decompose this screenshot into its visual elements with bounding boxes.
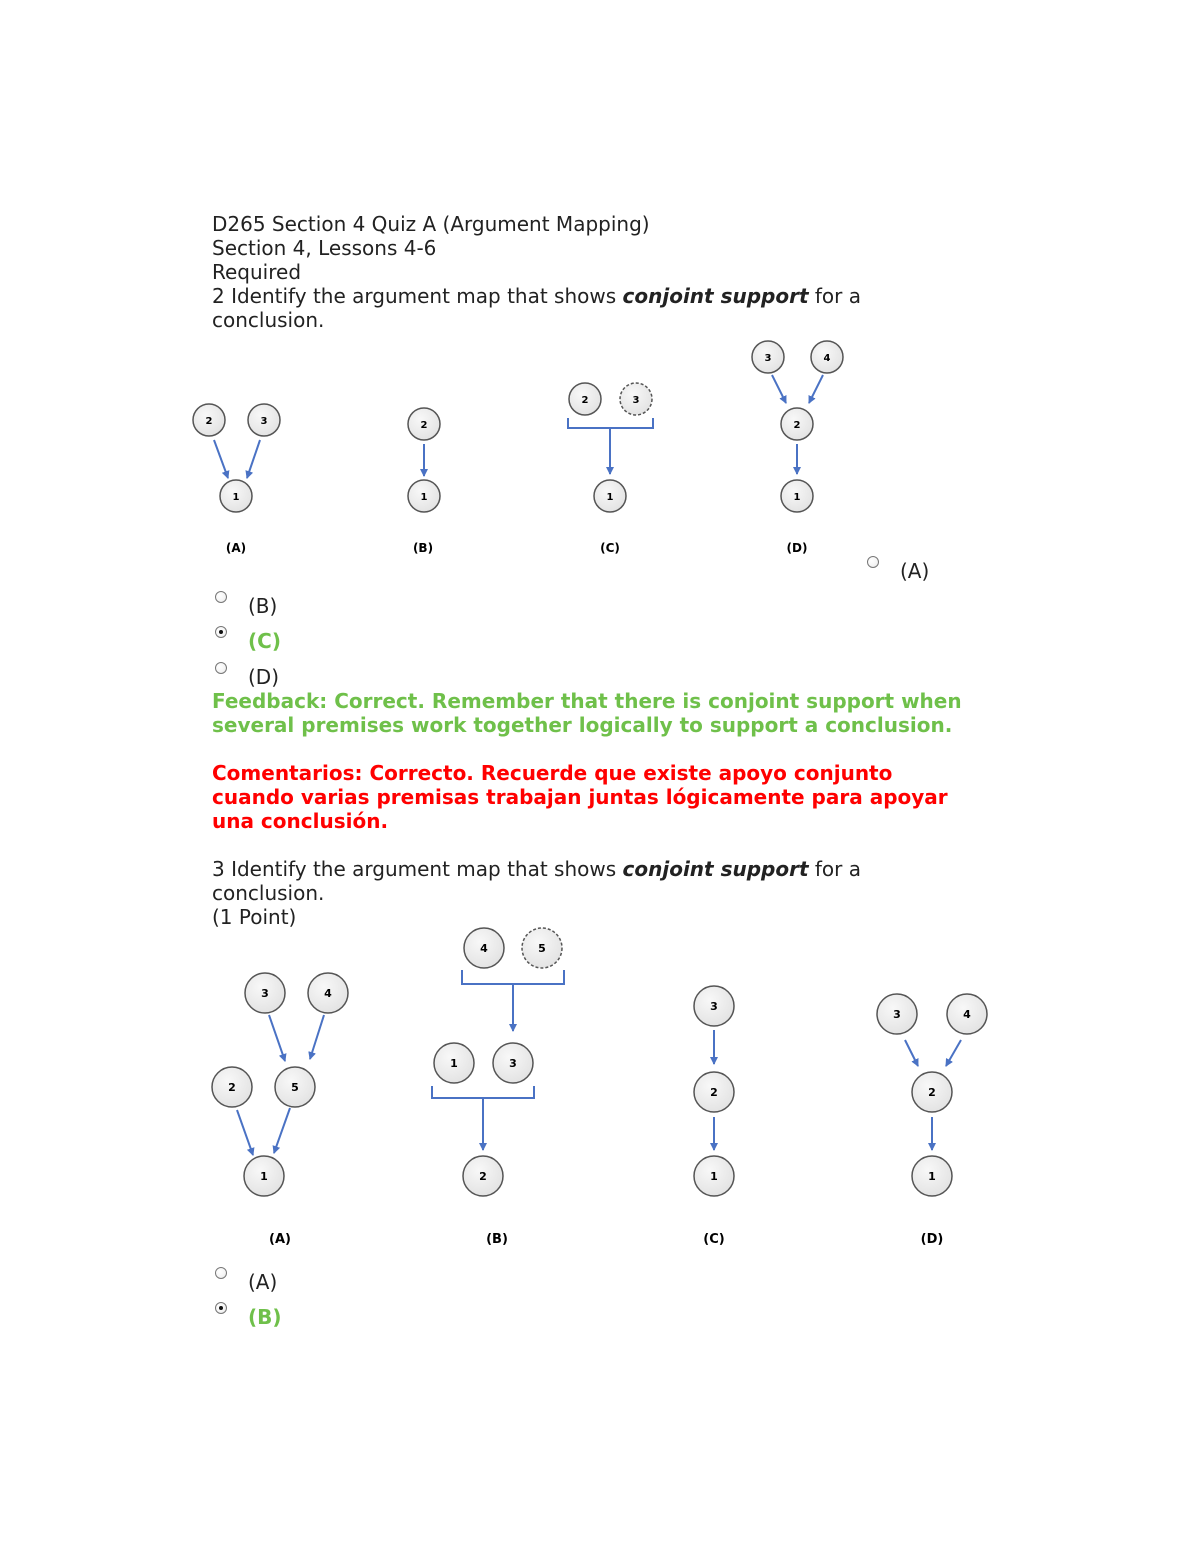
svg-text:4: 4 xyxy=(823,353,831,364)
q3-a-node-4 xyxy=(308,973,348,1013)
q3-b-node-4 xyxy=(464,928,504,968)
svg-text:1: 1 xyxy=(232,492,240,503)
svg-text:2: 2 xyxy=(793,420,801,431)
q3-d-node-2 xyxy=(912,1072,952,1112)
q2-prompt-emphasis: conjoint support xyxy=(622,284,809,308)
svg-text:5: 5 xyxy=(291,1081,299,1094)
q3-a-node-2 xyxy=(212,1067,252,1107)
q3-d-node-1 xyxy=(912,1156,952,1196)
q3-c-node-2 xyxy=(694,1072,734,1112)
q3-map-b xyxy=(432,928,564,1247)
svg-text:3: 3 xyxy=(764,353,772,364)
q3-d-node-4 xyxy=(947,994,987,1034)
q2-label-b: (B) xyxy=(412,541,434,555)
svg-text:1: 1 xyxy=(260,1170,268,1183)
svg-text:4: 4 xyxy=(963,1008,971,1021)
svg-text:3: 3 xyxy=(261,987,269,1000)
svg-text:2: 2 xyxy=(228,1081,236,1094)
q3-label-c: (C) xyxy=(703,1232,725,1247)
svg-text:1: 1 xyxy=(710,1170,718,1183)
q3-b-node-5 xyxy=(522,928,562,968)
required-label: Required xyxy=(212,260,302,284)
q2-comentarios-line3: una conclusión. xyxy=(212,809,389,833)
svg-text:2: 2 xyxy=(420,420,428,431)
q2-option-d-label[interactable]: (D) xyxy=(248,665,280,689)
q3-a-node-5 xyxy=(275,1067,315,1107)
svg-text:3: 3 xyxy=(509,1057,517,1070)
q2-label-c: (C) xyxy=(600,541,620,555)
q2-prompt-line2: conclusion. xyxy=(212,308,325,332)
q2-comentarios-line1: Comentarios: Correcto. Recuerde que existe apoyo conjunto xyxy=(212,761,893,785)
q3-option-a-label[interactable]: (A) xyxy=(248,1270,278,1294)
q3-map-c xyxy=(694,986,734,1247)
q3-c-node-1 xyxy=(694,1156,734,1196)
q3-prompt-emphasis: conjoint support xyxy=(622,857,809,881)
q3-c-node-3 xyxy=(694,986,734,1026)
q2-label-d: (D) xyxy=(786,541,808,555)
q3-option-b-radio[interactable] xyxy=(215,1302,227,1314)
q3-label-b: (B) xyxy=(486,1232,508,1247)
svg-text:2: 2 xyxy=(710,1086,718,1099)
svg-text:5: 5 xyxy=(538,942,546,955)
q3-option-b-label[interactable]: (B) xyxy=(248,1305,282,1329)
svg-text:4: 4 xyxy=(480,942,488,955)
q3-label-a: (A) xyxy=(269,1232,291,1247)
q3-prompt-start: 3 Identify the argument map that shows xyxy=(212,857,623,881)
q3-b-node-2 xyxy=(463,1156,503,1196)
svg-text:2: 2 xyxy=(581,395,589,406)
svg-text:3: 3 xyxy=(710,1000,718,1013)
svg-text:1: 1 xyxy=(928,1170,936,1183)
svg-text:1: 1 xyxy=(606,492,614,503)
svg-text:4: 4 xyxy=(324,987,332,1000)
q3-d-node-3 xyxy=(877,994,917,1034)
q2-feedback-line2: several premises work together logically to support a conclusion. xyxy=(212,713,953,737)
q2-option-c-label[interactable]: (C) xyxy=(248,629,281,653)
svg-text:2: 2 xyxy=(928,1086,936,1099)
svg-text:3: 3 xyxy=(260,416,268,427)
svg-text:3: 3 xyxy=(893,1008,901,1021)
q2-option-b-label[interactable]: (B) xyxy=(248,594,278,618)
q2-feedback-line1: Feedback: Correct. Remember that there is conjoint support when xyxy=(212,689,962,713)
svg-text:1: 1 xyxy=(793,492,801,503)
q3-map-a xyxy=(212,973,348,1247)
q3-prompt-line2: conclusion. xyxy=(212,881,325,905)
q3-b-node-3 xyxy=(493,1043,533,1083)
document-title: D265 Section 4 Quiz A (Argument Mapping) xyxy=(212,212,650,236)
q2-label-a: (A) xyxy=(225,541,247,555)
q3-map-d xyxy=(877,994,987,1247)
q3-b-node-1 xyxy=(434,1043,474,1083)
q3-a-node-1 xyxy=(244,1156,284,1196)
q3-prompt-end: for a xyxy=(808,857,861,881)
section-subtitle: Section 4, Lessons 4-6 xyxy=(212,236,437,260)
svg-text:1: 1 xyxy=(420,492,428,503)
q3-option-a-radio[interactable] xyxy=(215,1267,227,1279)
q2-prompt-start: 2 Identify the argument map that shows xyxy=(212,284,623,308)
q2-option-a-label[interactable]: (A) xyxy=(900,559,930,583)
svg-text:2: 2 xyxy=(479,1170,487,1183)
q2-prompt-end: for a xyxy=(808,284,861,308)
svg-text:2: 2 xyxy=(205,416,213,427)
svg-text:1: 1 xyxy=(450,1057,458,1070)
q3-points: (1 Point) xyxy=(212,905,297,929)
q3-a-node-3 xyxy=(245,973,285,1013)
q3-label-d: (D) xyxy=(920,1232,944,1247)
q2-comentarios-line2: cuando varias premisas trabajan juntas lógicamente para apoyar xyxy=(212,785,948,809)
svg-text:3: 3 xyxy=(632,395,640,406)
